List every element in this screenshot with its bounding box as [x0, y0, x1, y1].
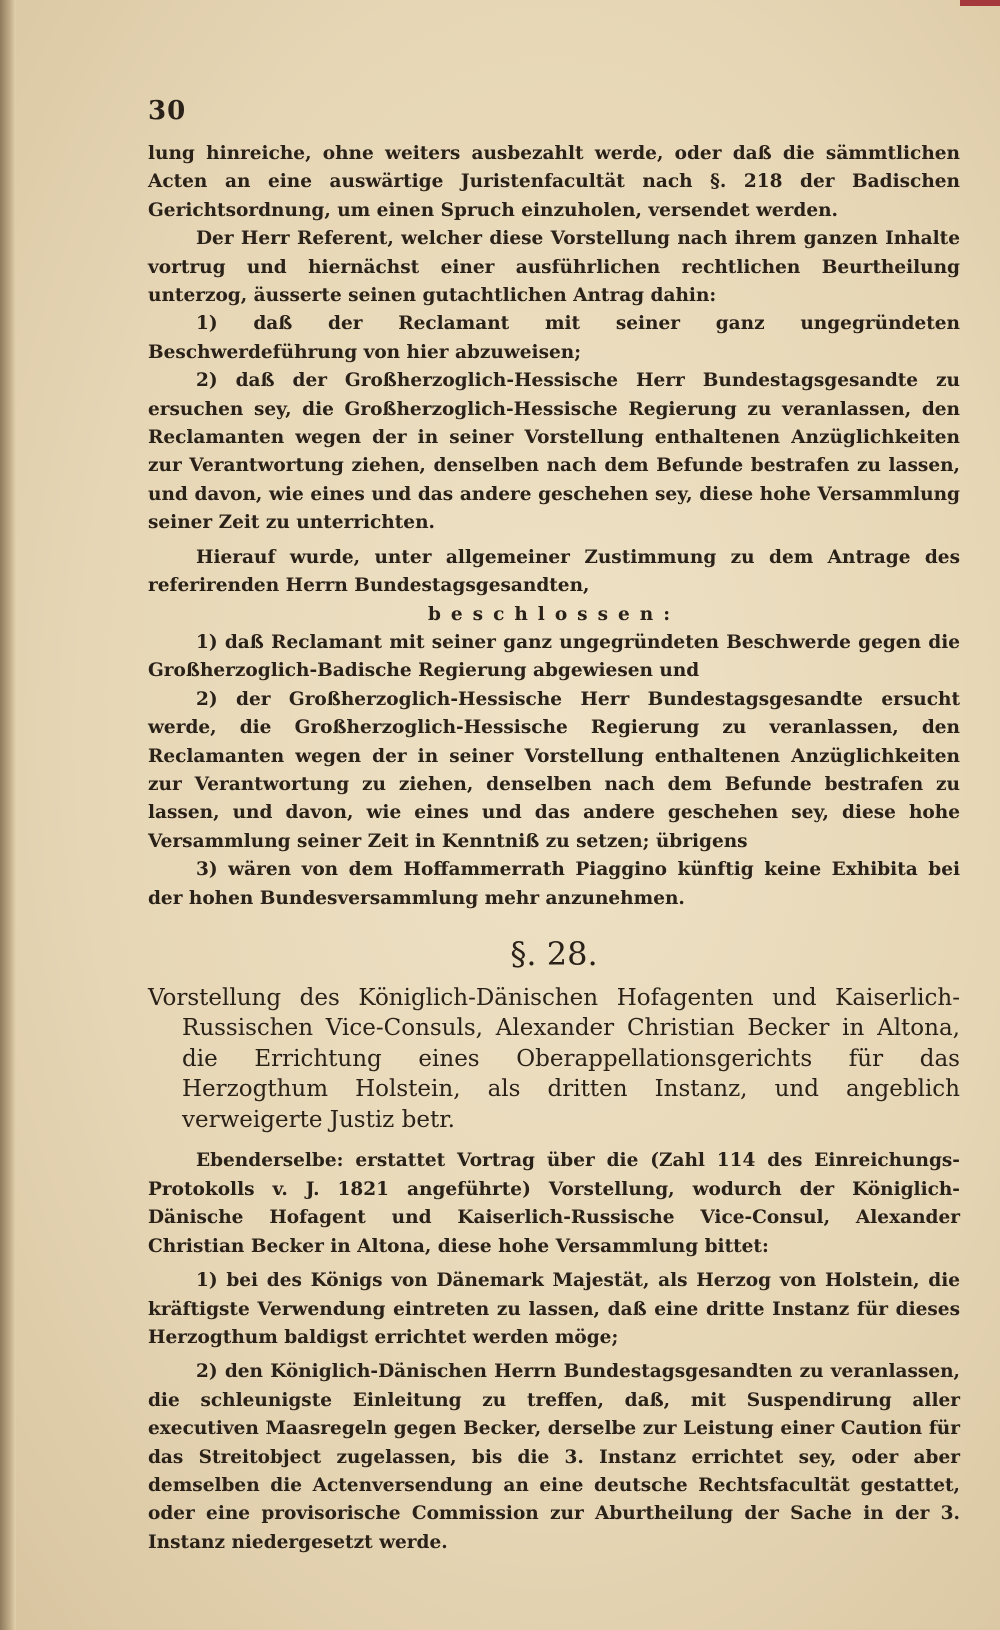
resolution-item-2: 2) der Großherzoglich-Hessische Herr Bundestagsgesandte ersucht werde, die Großherzoglich-Hessische Regierung zu veranlassen, den Reclamanten wegen der in seiner Vorstellung enthaltenen Anzüglichkeiten zur Verantwortung zu ziehen, denselben nach dem Befunde bestrafen zu lassen, und davon, wie eines und das andere geschehen sey, diese hohe Versammlung seiner Zeit in Kenntniß zu setzen; übrigens [148, 688, 960, 852]
resolution-item-3: 3) wären von dem Hoffammerrath Piaggino künftig keine Exhibita bei der hohen Bundesversammlung mehr anzunehmen. [148, 859, 960, 909]
page-content [148, 96, 960, 1557]
section-title [148, 983, 960, 1136]
resolved-heading: beschlossen: [427, 603, 681, 625]
section-number: §. 28. [510, 934, 598, 973]
corner-ribbon-mark [960, 0, 1000, 6]
request-item-1: 1) bei des Königs von Dänemark Majestät, als Herzog von Holstein, die kräftigste Verwendung eintreten zu lassen, daß eine dritte Instanz für dieses Herzogthum baldigst errichtet werden möge; [148, 1270, 960, 1348]
resolution-item-1: 1) daß Reclamant mit seiner ganz ungegründeten Beschwerde gegen die Großherzoglich-Badische Regierung abgewiesen und [148, 631, 960, 682]
proposal-item-1: 1) daß der Reclamant mit seiner ganz ungegründeten Beschwerdeführung von hier abzuweisen; [148, 313, 960, 363]
request-item-2: 2) den Königlich-Dänischen Herrn Bundestagsgesandten zu veranlassen, die schleunigste Einleitung zu treffen, daß, mit Suspendirung aller executiven Maasregeln gegen Becker, derselbe zur Leistung einer Caution für das Streitobject zugelassen, bis die 3. Instanz errichtet sey, oder aber demselben die Actenversendung an eine deutsche Rechtsfacultät gestattet, oder eine provisorische Commission zur Aburtheilung der Sache in der 3. Instanz niedergesetzt werde. [148, 1361, 960, 1553]
page-number: 30 [148, 96, 187, 126]
paragraph-continuation: lung hinreiche, ohne weiters ausbezahlt werde, oder daß die sämmtlichen Acten an eine auswärtige Juristenfacultät nach §. 218 der Badischen Gerichtsordnung, um einen Spruch einzuholen, versendet werden. [148, 143, 960, 221]
paragraph-referent: Der Herr Referent, welcher diese Vorstellung nach ihrem ganzen Inhalte vortrug und hiernächst einer ausführlichen rechtlichen Beurtheilung unterzog, äusserte seinen gutachtlichen Antrag dahin: [148, 228, 960, 307]
paragraph-hierauf: Hierauf wurde, unter allgemeiner Zustimmung zu dem Antrage des referirenden Herrn Bundestagsgesandten, [148, 546, 960, 597]
section-title-text: Vorstellung des Königlich-Dänischen Hofagenten und Kaiserlich-Russischen Vice-Consuls, Alexander Christian Becker in Altona, die Errichtung eines Oberappellationsgerichts für das Herzogthum Holstein, als dritten Instanz, und angeblich verweigerte Justiz betr. [148, 984, 960, 1133]
book-spine-shadow [0, 0, 16, 1630]
proposal-item-2: 2) daß der Großherzoglich-Hessische Herr Bundestagsgesandte zu ersuchen sey, die Großherzoglich-Hessische Regierung zu veranlassen, den Reclamanten wegen der in seiner Vorstellung enthaltenen Anzüglichkeiten zur Verantwortung ziehen, denselben nach dem Befunde bestrafen zu lassen, und davon, wie eines und das andere geschehen sey, diese hohe Versammlung seiner Zeit zu unterrichten. [148, 370, 960, 534]
paragraph-ebenderselbe: Ebenderselbe: erstattet Vortrag über die (Zahl 114 des Einreichungs-Protokolls v. J. 1821 angeführte) Vorstellung, wodurch der Königlich-Dänische Hofagent und Kaiserlich-Russische Vice-Consul, Alexander Christian Becker in Altona, diese hohe Versammlung bittet: [148, 1150, 960, 1257]
